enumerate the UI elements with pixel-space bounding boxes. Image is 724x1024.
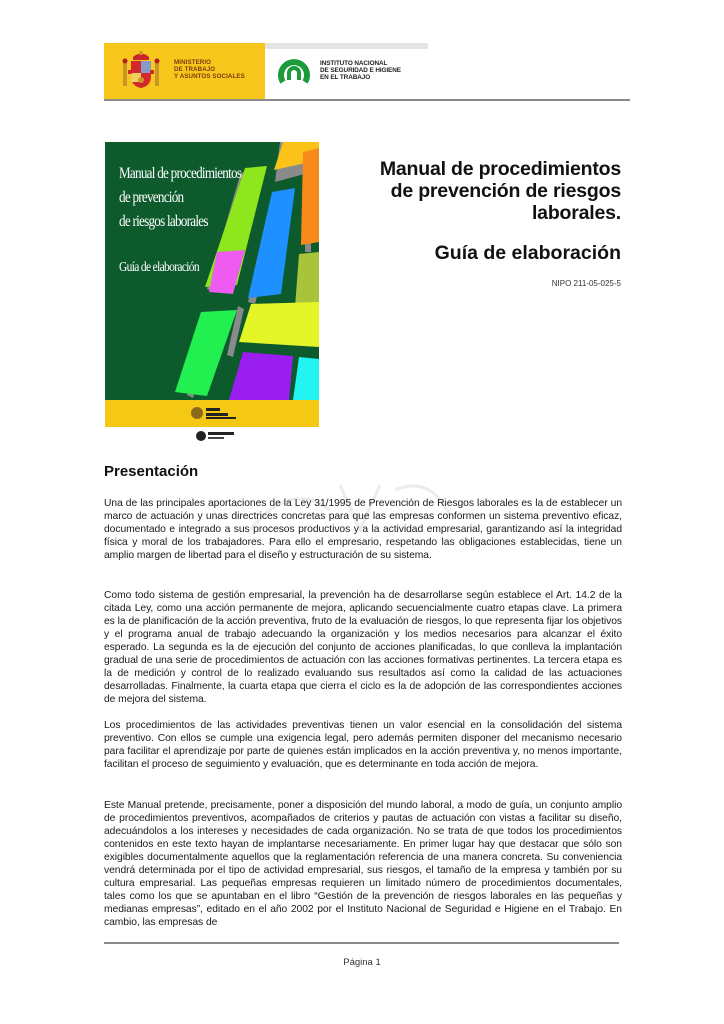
header-divider (104, 99, 630, 101)
document-subtitle: Guía de elaboración (434, 242, 621, 264)
insht-top-bar (265, 43, 428, 49)
insht-line-2: DE SEGURIDAD E HIGIENE (320, 67, 401, 74)
document-title (380, 158, 621, 224)
ministerio-name (174, 60, 245, 80)
page-number: Página 1 (343, 957, 381, 968)
nipo-code: NIPO 211-05-025-5 (551, 279, 621, 288)
header-logos (104, 43, 428, 100)
ministerio-logo-block (104, 43, 265, 100)
title-line-2: de prevención de riesgos (390, 180, 621, 202)
cover-image (105, 142, 319, 427)
ministerio-line-3: Y ASUNTOS SOCIALES (174, 72, 245, 80)
paragraph-2: Como todo sistema de gestión empresarial, la prevención ha de desarrollarse según establece el Art. 14.2 de la citada Ley, como una acción permanente de mejora, aplicando secuencialmente cuatro etapas clave. La primera es la de planificación de la acción preventiva, fruto de la evaluación de riesgos, lo que representa fijar los objetivos y el programa anual de trabajo adecuando la organización y los medios necesarios para alcanzar el éxito esperado. La segunda es la de ejecución del conjunto de acciones planificadas, lo que conlleva la implantación gradual de una serie de procedimientos de actuación con las acciones formativas pertinentes. La tercera etapa es la de medición y control de lo realizado evaluando sus resultados así como la calidad de las actuaciones desarrolladas. Finalmente, la cuarta etapa que cierra el ciclo es la de adopción de las correspondientes acciones de mejora del sistema. (104, 590, 622, 706)
cover-subtitle: Guía de elaboración (119, 260, 199, 275)
insht-line-3: EN EL TRABAJO (320, 74, 371, 81)
insht-logo-icon (277, 56, 311, 88)
cover-title (119, 162, 241, 234)
insht-small-logo-icon (196, 430, 238, 442)
insht-logo-block (265, 43, 428, 100)
ministerio-line-1: MINISTERIO (174, 59, 212, 66)
ministerio-line-2: DE TRABAJO (174, 65, 216, 73)
paragraph-4: Este Manual pretende, precisamente, poner a disposición del mundo laboral, a modo de guía, un conjunto amplio de procedimientos preventivos, acompañados de criterios y pautas de actuación con vistas a facilitar su diseño, adecuándolos a los intereses y necesidades de cada organización. No se trata de que todos los procedimientos contenidos en este texto hayan de implantarse necesariamente. En primer lugar hay que destacar que sólo son exigibles documentalmente aquellos que la reglamentación referencia de una manera concreta. Su conveniencia vendrá determinada por el tipo de actividad empresarial, sus riesgos, el tamaño de la empresa y también por su cultura empresarial. Las pequeñas empresas requieren un limitado número de procedimientos documentales, tales como los que se apuntaban en el libro “Gestión de la prevención de riesgos laborales en las pequeñas y medianas empresas”, editado en el año 2002 por el Instituto Nacional de Seguridad e Higiene en el Trabajo. En cambio, las empresas de (104, 800, 622, 929)
title-line-1: Manual de procedimientos (379, 158, 621, 180)
insht-name (320, 60, 401, 81)
section-heading: Presentación (104, 463, 199, 480)
paragraph-1: Una de las principales aportaciones de la Ley 31/1995 de Prevención de Riesgos laborales es la de establecer un marco de actuación y unas directrices concretas para que las empresas conformen un sistema preventivo eficaz, documentado e integrado a sus procesos productivos y a la actividad empresarial, garantizando así la integridad física y moral de los trabajadores. Para ello el empresario, respetando las obligaciones establecidas, tiene un amplio margen de libertad para el diseño y estructuración de su sistema. (104, 498, 622, 562)
cover-title-line-2: de prevención (119, 189, 184, 206)
cover-title-line-1: Manual de procedimientos (119, 165, 242, 182)
paragraph-3: Los procedimientos de las actividades preventivas tienen un valor esencial en la consolidación del sistema preventivo. Con ellos se cumple una exigencia legal, pero además permiten disponer del mecanismo necesario para facilitar el aprendizaje por parte de quienes están implicados en la acción preventiva y, no menos importante, facilitan el proceso de seguimiento y evaluación, que es determinante en toda acción de mejora. (104, 720, 622, 771)
insht-line-1: INSTITUTO NACIONAL (320, 60, 388, 67)
title-line-3: laborales. (531, 202, 621, 224)
document-title-block (380, 158, 621, 288)
coat-of-arms-icon (120, 50, 162, 92)
footer-divider (104, 942, 619, 944)
cover-title-line-3: de riesgos laborales (119, 213, 208, 230)
ministerio-small-logo-icon (190, 404, 238, 422)
